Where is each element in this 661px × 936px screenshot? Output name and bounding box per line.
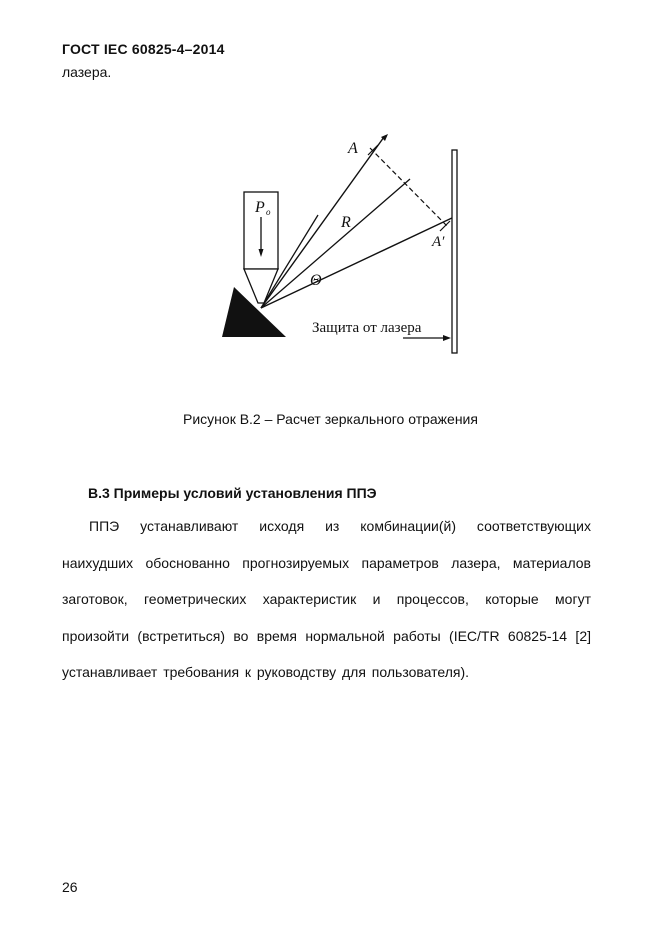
- protection-arrow: [443, 335, 451, 341]
- label-P: P: [255, 199, 265, 216]
- label-P-subscript: o: [266, 207, 271, 217]
- label-R: R: [341, 214, 351, 231]
- section-paragraph: ППЭ устанавливают исходя из комбинации(й) соответствующих наихудших обоснованно прогнозируемых параметров лазера, материалов заготовок, геометрических характеристик и процессов, которые могут произойти (встретиться) во время нормальной работы (IEC/TR 60825-14 [2] устанавливает требования к руководству для пользователя).: [62, 518, 591, 680]
- label-A-prime: A′: [432, 234, 445, 250]
- document-header: ГОСТ IEC 60825-4–2014: [62, 41, 225, 57]
- label-protection: Защита от лазера: [312, 320, 422, 336]
- ray-upper: [261, 137, 384, 308]
- ray-R: [261, 179, 410, 308]
- section-heading: В.3 Примеры условий установления ППЭ: [88, 485, 377, 501]
- distance-R-line: [370, 148, 447, 226]
- page-number: 26: [62, 879, 78, 895]
- laser-protection-screen: [452, 150, 457, 353]
- label-A: A: [348, 140, 358, 157]
- ray-lower: [261, 217, 454, 308]
- continuation-text: лазера.: [62, 64, 112, 80]
- figure-caption: Рисунок В.2 – Расчет зеркального отражения: [183, 411, 478, 427]
- reflection-diagram: [200, 125, 480, 360]
- label-theta: Θ: [310, 272, 322, 289]
